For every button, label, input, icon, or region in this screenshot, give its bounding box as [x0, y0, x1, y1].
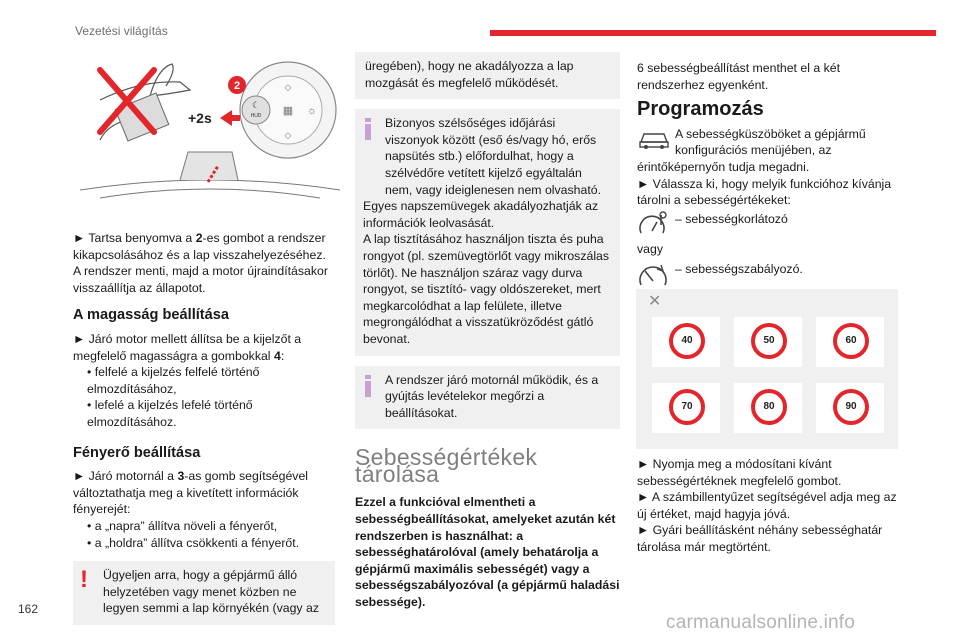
svg-text:▦: ▦ [282, 105, 294, 117]
speed-sign-icon: 90 [833, 389, 869, 425]
speed-sign-icon: 80 [751, 389, 787, 425]
height-paragraph [73, 331, 335, 364]
speed-button[interactable] [734, 383, 802, 433]
programming-text-content: A sebességküszöböket a gépjármű konfigurációs menüjében, az érintőképernyőn tudja megadni. [637, 126, 866, 174]
speed-sign-icon: 60 [833, 323, 869, 359]
hold-arrow-icon [220, 110, 240, 126]
close-icon[interactable]: ✕ [648, 293, 662, 310]
select-text: ► Válassza ki, hogy melyik funkcióhoz kívánja tárolni a sebességértékeket: [637, 176, 892, 208]
info-text: A rendszer járó motornál működik, és a gyújtás levételekor megőrzi a beállításokat. [385, 372, 599, 420]
info-text: A lap tisztításához használjon tiszta és puha rongyot (pl. szemüvegtörlőt vagy mikroszálas törlőt). Ne használjon száraz vagy durva rongyot, se tisztító- vagy oldószereket, mert megkarcolódhat a lap felülete, illetve megrongálódhat a visszatükröződést gátló bevonat. [363, 232, 610, 346]
speed-button[interactable] [652, 383, 720, 433]
brightness-text-end: -as gomb segítségével változtathatja meg a kivetített információk fényerejét: [73, 469, 309, 517]
steps-list [637, 456, 905, 556]
height-text-end: : [280, 348, 285, 363]
cruise-label: – sebességszabályozó. [675, 262, 803, 277]
page-header-title: Vezetési világítás [75, 24, 168, 38]
step-item: ► A számbillentyűzet segítségével adja meg az új értéket, majd hagyja jóvá. [637, 490, 897, 521]
car-settings-icon [637, 126, 675, 152]
speed-limiter-icon [637, 211, 675, 241]
brightness-text: ► Járó motornál a [73, 469, 178, 484]
button-ref: 2 [195, 231, 203, 245]
head-up-display-illustration [80, 60, 340, 200]
limiter-option [637, 211, 905, 228]
intro-text-end: A rendszer menti, majd a motor újraindításakor visszaállítja az állapotot. [73, 264, 328, 295]
button-ref: 4 [273, 348, 281, 363]
svg-text:HUD: HUD [250, 113, 262, 119]
section-title: Sebességértékek tárolása [355, 444, 538, 487]
continued-warning-text: üregében), hogy ne akadályozza a lap mozgását és megfelelő működését. [365, 59, 574, 90]
limiter-label: – sebességkorlátozó [675, 211, 788, 226]
speed-sign-icon: 40 [669, 323, 705, 359]
programming-heading: Programozás [637, 98, 764, 121]
info-text: Egyes napszemüvegek akadályozhatják az információk leolvasását. [363, 199, 599, 230]
warning-icon: ! [80, 566, 88, 594]
cruise-control-icon [637, 261, 675, 291]
step-item: ► Nyomja meg a módosítani kívánt sebességértéknek megfelelő gombot. [637, 457, 842, 488]
info-icon [365, 118, 371, 140]
dashboard-illustration [80, 152, 340, 198]
or-label: vagy [637, 241, 663, 256]
height-heading: A magasság beállítása [73, 307, 230, 324]
page-number: 162 [18, 602, 39, 616]
svg-text:◇: ◇ [284, 82, 292, 92]
watermark: carmanualsonline.info [666, 612, 856, 633]
warning-note [73, 561, 335, 625]
svg-text:☼: ☼ [306, 105, 318, 117]
brightness-heading: Fényerő beállítása [73, 444, 201, 461]
list-item: • a „napra” állítva növeli a fényerőt, [87, 518, 278, 533]
intro-text: 6 sebességbeállítást menthet el a két rendszerhez egyenként. [637, 61, 841, 92]
continued-warning-note [355, 52, 620, 99]
intro-paragraph [73, 230, 335, 296]
column-1 [73, 230, 335, 635]
info-note-2 [355, 366, 620, 430]
speed-button[interactable] [816, 383, 884, 433]
info-icon [365, 375, 371, 397]
list-item: • a „holdra” állítva csökkenti a fényerőt. [87, 535, 300, 550]
warning-text: Ügyeljen arra, hogy a gépjármű álló helyzetében vagy menet közben ne legyen semmi a lap környékén (vagy az [103, 568, 319, 616]
brightness-paragraph [73, 468, 335, 518]
speed-values-panel [636, 289, 898, 449]
intro-text-cont: -es gombot a rendszer kikapcsolásához és a lap visszahelyezéséhez. [73, 231, 326, 262]
intro-text: ► Tartsa benyomva a [73, 231, 196, 245]
cruise-option [637, 261, 905, 278]
button-ref: 3 [177, 469, 185, 484]
height-text: ► Járó motor mellett állítsa be a kijelzőt a megfelelő magasságra a gombokkal [73, 331, 302, 363]
speed-sign-icon: 70 [669, 389, 705, 425]
column-2 [355, 52, 620, 611]
info-text: Bizonyos szélsőséges időjárási viszonyok között (eső és/vagy hó, erős napsütés stb.) előfordulhat, hogy a szélvédőre vetített kijelző egyáltalán nem, vagy ideiglenesen nem olvasható. [385, 116, 602, 197]
speed-button[interactable] [734, 317, 802, 367]
programming-text [637, 126, 905, 176]
list-item: • felfelé a kijelzés felfelé történő elmozdításához, [87, 365, 260, 396]
header-accent-bar [490, 30, 936, 36]
step-item: ► Gyári beállításként néhány sebességhatár tárolása már megtörtént. [637, 523, 883, 554]
svg-text:◇: ◇ [284, 130, 292, 140]
speed-button[interactable] [652, 317, 720, 367]
speed-sign-icon: 50 [751, 323, 787, 359]
hold-duration-label: +2s [188, 110, 212, 126]
bold-intro: Ezzel a funkcióval elmentheti a sebességbeállításokat, amelyeket azután két rendszerben is használhat: a sebességhatárolóval (amely behatárolja a gépjármű maximális sebességét) vagy a sebességszabályozóval (a gépjármű haladási sebessége). [355, 495, 620, 610]
list-item: • lefelé a kijelzés lefelé történő elmozdításához. [87, 398, 253, 429]
control-panel [240, 62, 336, 158]
info-note-1 [355, 109, 620, 355]
speed-button[interactable] [816, 317, 884, 367]
svg-text:☾: ☾ [251, 100, 261, 110]
column-3 [637, 60, 905, 291]
step-number: 2 [233, 80, 241, 92]
